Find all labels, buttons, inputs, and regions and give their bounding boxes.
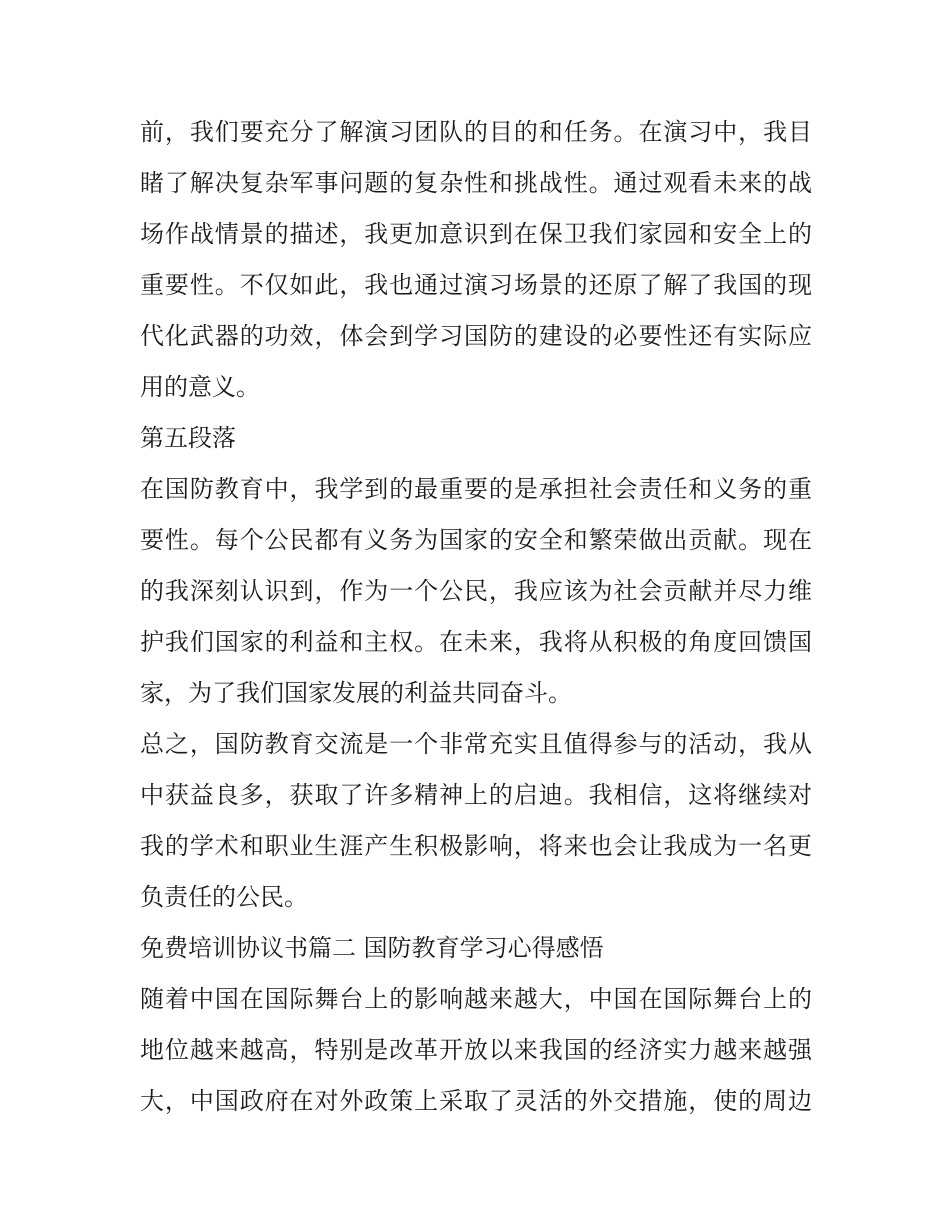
text-line: 的我深刻认识到，作为一个公民，我应该为社会贡献并尽力维 xyxy=(140,577,812,605)
text-line: 要性。每个公民都有义务为国家的安全和繁荣做出贡献。现在 xyxy=(140,526,812,554)
text-line: 地位越来越高，特别是改革开放以来我国的经济实力越来越强 xyxy=(140,1036,812,1064)
text-line: 场作战情景的描述，我更加意识到在保卫我们家园和安全上的 xyxy=(140,220,812,248)
section-heading: 免费培训协议书篇二 国防教育学习心得感悟 xyxy=(140,934,604,962)
text-line: 睹了解决复杂军事问题的复杂性和挑战性。通过观看未来的战 xyxy=(140,169,812,197)
text-line: 护我们国家的利益和主权。在未来，我将从积极的角度回馈国 xyxy=(140,628,812,656)
text-line: 中获益良多，获取了许多精神上的启迪。我相信，这将继续对 xyxy=(140,781,812,809)
text-line: 随着中国在国际舞台上的影响越来越大，中国在国际舞台上的 xyxy=(140,985,812,1013)
text-line: 我的学术和职业生涯产生积极影响，将来也会让我成为一名更 xyxy=(140,832,812,860)
text-line: 代化武器的功效，体会到学习国防的建设的必要性还有实际应 xyxy=(140,322,812,350)
text-line: 在国防教育中，我学到的最重要的是承担社会责任和义务的重 xyxy=(140,475,812,503)
section-heading: 第五段落 xyxy=(140,424,236,452)
text-line: 负责任的公民。 xyxy=(140,883,308,911)
text-line: 大，中国政府在对外政策上采取了灵活的外交措施，使的周边 xyxy=(140,1087,812,1115)
text-line: 重要性。不仅如此，我也通过演习场景的还原了解了我国的现 xyxy=(140,271,812,299)
text-line: 用的意义。 xyxy=(140,373,260,401)
text-line: 家，为了我们国家发展的利益共同奋斗。 xyxy=(140,679,572,707)
text-line: 前，我们要充分了解演习团队的目的和任务。在演习中，我目 xyxy=(140,118,812,146)
text-line: 总之，国防教育交流是一个非常充实且值得参与的活动，我从 xyxy=(140,730,812,758)
document-body xyxy=(140,107,812,1127)
